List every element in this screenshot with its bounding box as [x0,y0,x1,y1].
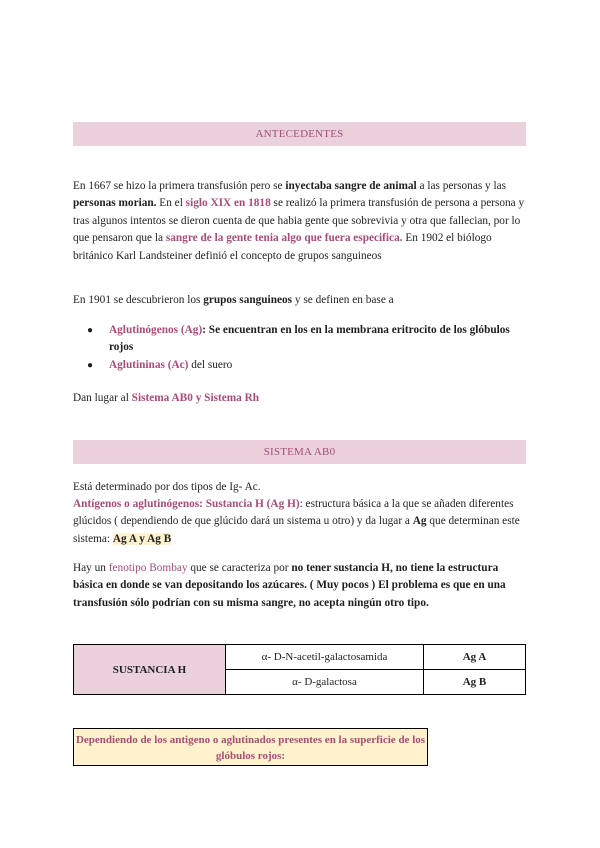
text: Está determinado por dos tipos de Ig- Ac. [73,481,261,493]
callout-box [73,728,428,766]
section-title: ANTECEDENTES [255,128,344,140]
text: : estructura básica a la que se añaden diferentes glúcidos ( dependiendo de que glúcido dará un sistema u otro) y da lugar a [73,498,514,528]
bullet-list [73,322,528,374]
section-header-antecedentes [73,122,526,146]
callout-text: Dependiendo de los antigeno o aglutinados presentes en la superficie de los glóbulos rojos: [75,734,426,762]
text: del suero [188,358,233,371]
text: y se definen en base a [292,294,394,306]
text: a las personas y las [416,180,507,192]
paragraph-bombay [73,560,528,612]
highlighted-term: Aglutinógenos (Ag) [109,324,203,336]
table-header-cell: SUSTANCIA H [74,645,226,695]
highlighted-term: sangre de la gente tenia algo que fuera especifica. [165,232,403,245]
table-row [74,645,526,670]
table-cell: Ag A [424,645,526,670]
bold-text: grupos sanguineos [203,294,293,306]
section-title: SISTEMA AB0 [263,446,336,458]
highlighted-term: Antígenos o aglutinógenos: Sustancia H (Ag H) [73,498,300,510]
paragraph-discovery [73,292,528,309]
text: En 1902 el biólogo británico Karl Landsteiner definió el concepto de grupos sanguineos [73,232,492,262]
list-item [73,322,528,357]
text: se realizó la primera transfusión de persona a persona y tras algunos intentos se dieron cuenta de que habia gente que sobrevivia y otra que fallecian, por lo que pensaron que la [73,197,525,245]
table-cell: Ag B [424,670,526,695]
highlighted-term: fenotipo Bombay [108,562,188,574]
bullet-icon: ● [87,359,94,371]
bold-text: inyectaba sangre de animal [285,180,417,192]
highlighted-term: siglo XIX en 1818 [185,197,271,210]
text: que se caracteriza por [187,562,292,574]
text: En 1667 se hizo la primera transfusión pero se [73,180,286,192]
section-header-sistema-ab0 [73,440,526,464]
text: Dan lugar al [73,392,132,404]
list-item [73,357,528,374]
paragraph-ab0-intro [73,479,528,496]
text: En 1901 se descubrieron los [73,294,204,306]
text: En el [156,197,186,210]
table-cell: α- D-galactosa [226,670,424,695]
paragraph-systems [73,390,528,407]
highlighted-term: Sistema AB0 y Sistema Rh [131,392,260,404]
sustancia-h-table [73,644,526,695]
text: Hay un [73,562,109,574]
bold-text: no tener sustancia H, no tiene la estructura básica en donde se van depositando los azúcares. ( Muy pocos ) El problema es que en una transfusión sólo podrían con su misma sangre, no acepta ningún otro tipo. [73,562,506,609]
paragraph-history [73,178,528,265]
paragraph-antigens [73,496,528,548]
highlighted-term: Aglutininas (Ac) [109,358,189,371]
bold-text: : Se encuentran en los en la membrana eritrocito de los glóbulos rojos [109,324,510,354]
bullet-icon: ● [87,325,94,336]
highlighted-value: Ag A y Ag B [112,532,172,545]
bold-text: Ag [412,515,427,528]
bold-text: personas morian. [73,197,157,210]
table-cell: α- D-N-acetil-galactosamida [226,645,424,670]
text: que determinan este sistema: [73,515,520,545]
